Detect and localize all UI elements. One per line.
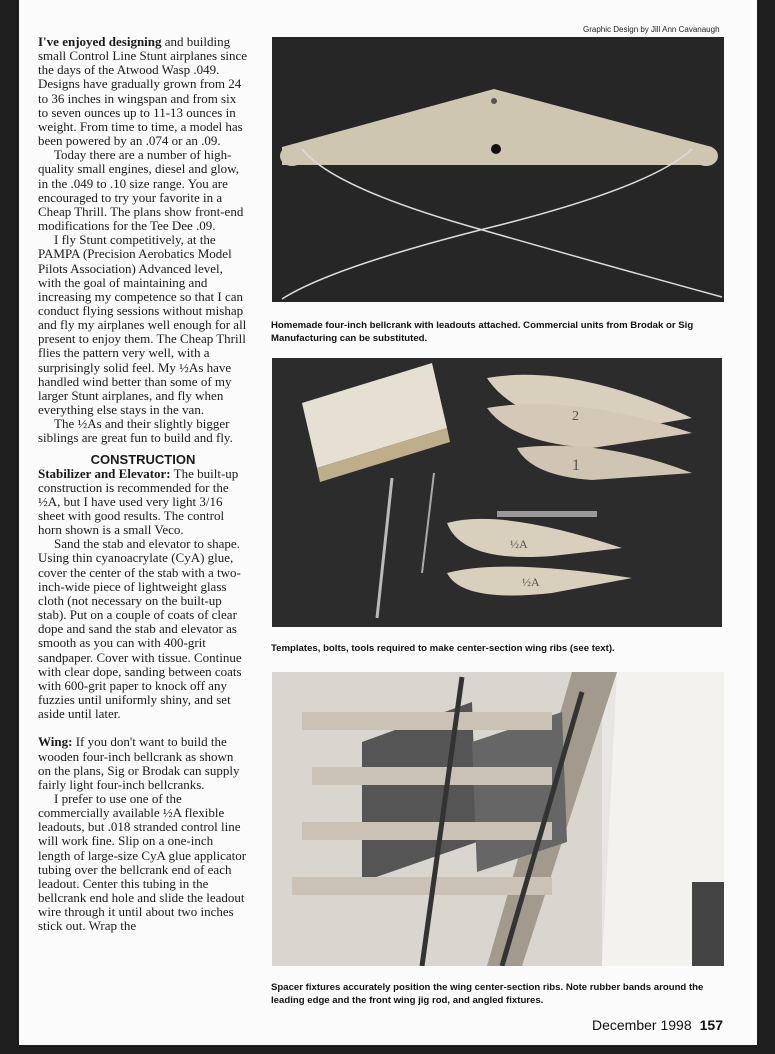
issue-date: December 1998 [592,1017,692,1033]
rib-label: 2 [572,409,579,424]
wing-text: If you don't want to build the wooden four-inch bellcrank as shown on the plans, Sig or Brodak can supply fairly light four-inch bellcranks. [38,734,240,792]
intro-text: and building small Control Line Stunt airplanes since the days of the Atwood Wasp .049. Designs have gradually grown from 24 to 36 inches in wingspan and from six to seven ounces up to 11-13 ounces in weight. From time to time, a model has been powered by an .074 or an .09. [38,34,248,149]
stab-paragraph [38,467,248,538]
templates-illustration [272,358,722,627]
intro-lead: I've enjoyed designing [38,34,162,49]
paragraph: I prefer to use one of the commercially available ½A flexible leadouts, but .018 stranded control line will work fine. Slip on a one-inch length of large-size CyA glue applicator tubing over the bellcrank end of each leadout. Center this tubing in the bellcrank end hole and slide the leadout wire through it until about two inches stick out. Wrap the [38,790,247,934]
rib-label: 1 [572,457,580,474]
rib-label: ½A [522,575,540,589]
wing-jig-illustration [272,672,724,966]
paragraph: Sand the stab and elevator to shape. Using thin cyanoacrylate (CyA) glue, cover the center of the stab with a two-inch-wide piece of lightweight glass cloth (not necessary on the built-up stab). Put on a couple of coats of clear dope and sand the stab and elevator as smooth as you can with 400-grit sandpaper. Cover with tissue. Continue with clear dope, sanding between coats with 600-grit paper to knock off any fuzzies until uniformly shiny, and set aside until later. [38,536,242,722]
intro-paragraph [38,35,248,148]
graphic-design-credit: Graphic Design by Jill Ann Cavanaugh [583,25,720,34]
rib-label: ½A [510,537,528,551]
photo-caption: Homemade four-inch bellcrank with leadouts attached. Commercial units from Brodak or Sig Manufacturing can be substituted. [271,320,694,344]
section-heading: CONSTRUCTION [90,451,196,467]
page-number: 157 [699,1017,723,1033]
photo-caption: Spacer fixtures accurately position the wing center-section ribs. Note rubber bands around the leading edge and the front wing jig rod, and angled fixtures. [271,982,704,1006]
bellcrank-illustration [272,37,724,302]
paragraph: I fly Stunt competitively, at the PAMPA (Precision Aerobatics Model Pilots Association) Advanced level, with the goal of maintaining and increasing my competence so that I can conduct flying sessions without mishap and fly my airplanes well enough for all present to enjoy them. The Cheap Thrill flies the pattern very well, with a surprisingly solid feel. My ½As have handled wind better than some of my larger Stunt airplanes, and fly when everything else stays in the van. [38,232,247,418]
wing-paragraph [38,735,248,792]
bellcrank-photo [272,37,724,302]
photo-caption: Templates, bolts, tools required to make center-section wing ribs (see text). [271,643,615,654]
wing-lead: Wing: [38,734,73,750]
wing-jig-photo [272,672,724,966]
paragraph: Today there are a number of high-quality small engines, diesel and glow, in the .049 to .10 size range. You are encouraged to try your favorite in a Cheap Thrill. The plans show front-end modifications for the Tee Dee .09. [38,147,244,234]
article-column [38,35,248,934]
stab-text: The built-up construction is recommended for the ½A, but I have used very light 3/16 sheet with good results. The control horn shown is a small Veco. [38,465,239,538]
templates-photo [272,358,722,627]
stab-lead: Stabilizer and Elevator: [38,465,171,481]
page-footer [592,1017,723,1033]
paragraph: The ½As and their slightly bigger siblings are great fun to build and fly. [38,416,233,446]
